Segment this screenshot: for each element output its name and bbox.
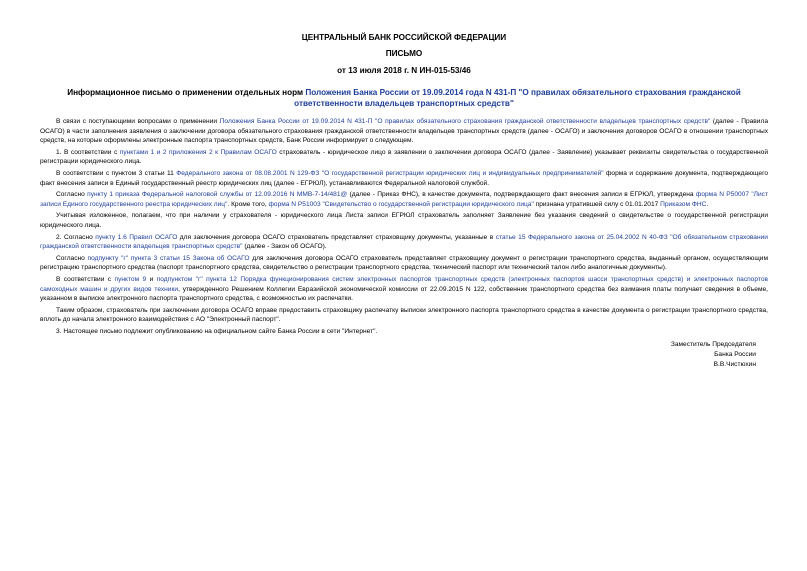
text: (далее - Правила ОСАГО) в части заполнения заявления о заключении договора обязательного страхования гражданской ответственности владельцев транспортных средств (далее - ОСАГО) и заключения договоров ОСАГО в отношении транспортных средств, на которые оформлены электронные паспорта транспортных средств, Банк России информирует о следующем.: [40, 118, 769, 145]
letter-page: [40, 32, 768, 370]
text: (далее - Приказ ФНС), в качестве документа, подтверждающего факт внесения записи в ЕГРЮЛ, утверждена: [347, 191, 696, 199]
text: Согласно: [56, 191, 88, 199]
signature-name: В.В.Чистюхин: [713, 361, 756, 369]
letter-title: [40, 87, 768, 109]
doc-date-number: от 13 июля 2018 г. N ИН-015-53/46: [337, 66, 471, 75]
link-federal-law-40[interactable]: статье 15 Федерального закона от 25.04.2002 N 40-ФЗ "Об обязательном страховании гражданской ответственности владельцев транспортных средств": [40, 233, 768, 251]
link-clause-9[interactable]: пунктом 9: [114, 275, 147, 283]
text: Учитывая изложенное, полагаем, что при наличии у страхователя - юридического лица Листа записи ЕГРЮЛ страхователь заполняет Заявление без указания сведений о свидетельстве о государственной регистрации юридического лица.: [40, 212, 768, 229]
paragraph-9: [40, 306, 768, 325]
text: , утвержденного Решением Коллегии Евразийской экономической комиссии от 22.09.2015 N 122, собственник транспортного средства без взимания платы получает сведения в объеме, указанном в выписке электронного паспорта транспортного средства, с возможностью их распечатки.: [40, 285, 768, 303]
link-article-15[interactable]: подпункту "г" пункта 3 статьи 15 Закона об ОСАГО: [87, 254, 250, 262]
text: 3. Настоящее письмо подлежит опубликованию на официальном сайте Банка России в сети "Интернет".: [56, 327, 378, 335]
text: и: [146, 275, 157, 283]
link-regulation-431p[interactable]: Положения Банка России от 19.09.2014 N 431-П "О правилах обязательного страхования гражданской ответственности владельцев транспортных средств": [219, 118, 711, 125]
text: признана утратившей силу с 01.01.2017: [533, 200, 661, 208]
text: .: [706, 200, 709, 208]
paragraph-4: [40, 190, 768, 209]
link-form-r51003[interactable]: форма N Р51003 "Свидетельство о государственной регистрации юридического лица": [268, 200, 534, 208]
link-clause-12[interactable]: подпунктом "г" пункта 12 Порядка функционирования систем электронных паспортов транспортных средств (электронных паспортов шасси транспортных средств) и электронных паспортов самоходных машин и других видов техники: [40, 275, 768, 293]
link-federal-law-129[interactable]: Федерального закона от 08.08.2001 N 129-ФЗ "О государственной регистрации юридических лиц и индивидуальных предпринимателей": [176, 169, 604, 177]
text: для заключения договора ОСАГО страхователь представляет страховщику документы, указанные в: [177, 233, 496, 241]
text: В связи с поступающими вопросами о применении: [56, 118, 220, 125]
text: страхователь - юридическое лицо в заявлении о заключении договора ОСАГО (далее - Заявление) указывает реквизиты свидетельства о государственной регистрации юридического лица.: [40, 148, 769, 166]
title-link[interactable]: Положения Банка России от 19.09.2014 года N 431-П "О правилах обязательного страхования гражданской ответственности владельцев транспортных средств": [294, 88, 741, 108]
paragraph-8: [40, 275, 768, 304]
paragraph-6: [40, 233, 768, 252]
doc-type: ПИСЬМО: [385, 49, 423, 58]
paragraph-5: [40, 211, 768, 230]
paragraph-10: [40, 327, 768, 337]
paragraph-1: [40, 117, 768, 146]
paragraph-2: [40, 148, 768, 167]
text: 1. В соответствии с: [56, 148, 120, 156]
link-clause-1-6[interactable]: пункту 1.6 Правил ОСАГО: [95, 233, 178, 241]
text: В соответствии с: [56, 275, 115, 283]
org-name: ЦЕНТРАЛЬНЫЙ БАНК РОССИЙСКОЙ ФЕДЕРАЦИИ: [301, 33, 507, 42]
text: . Кроме того,: [227, 200, 269, 208]
link-fns-order[interactable]: пункту 1 приказа Федеральной налоговой службы от 12.09.2016 N ММВ-7-14/481@: [87, 191, 348, 199]
paragraph-3: [40, 169, 768, 188]
text: Таким образом, страхователь при заключении договора ОСАГО вправе предоставить страховщику распечатку выписки электронного паспорта транспортного средства в качестве документа о регистрации транспортного средства, вплоть до начала электронного взаимодействия с АО "Электронный паспорт".: [40, 306, 768, 324]
signature-position: Заместитель Председателя: [670, 341, 756, 349]
text: В соответствии с пунктом 3 статьи 11: [56, 169, 177, 177]
link-appendix-2[interactable]: пунктами 1 и 2 приложения 2 к Правилам ОСАГО: [119, 148, 277, 156]
link-form-r50007[interactable]: форма N Р50007 "Лист записи Единого государственного реестра юридических лиц": [40, 191, 768, 208]
text: 2. Согласно: [56, 233, 96, 241]
text: Согласно: [56, 254, 88, 262]
letter-body: [40, 117, 768, 336]
signature-block: [40, 340, 768, 370]
text: для заключения договора ОСАГО страхователь представляет страховщику документ о регистрации транспортного средства, выданный органом, осуществляющим регистрацию транспортного средства (паспорт транспортного средства, свидетельство о регистрации транспортного средства, технический паспорт или технический талон либо аналогичные документы).: [40, 254, 768, 272]
link-fns-order-2[interactable]: Приказом ФНС: [660, 200, 707, 208]
text: форма и содержание документа, подтверждающего факт внесения записи в Единый государственный реестр юридических лиц (далее - ЕГРЮЛ), устанавливаются Федеральной налоговой службой.: [40, 169, 768, 187]
title-prefix: Информационное письмо о применении отдельных норм: [67, 88, 306, 97]
signature-org: Банка России: [714, 351, 756, 359]
paragraph-7: [40, 254, 768, 273]
text: (далее - Закон об ОСАГО).: [242, 243, 327, 251]
